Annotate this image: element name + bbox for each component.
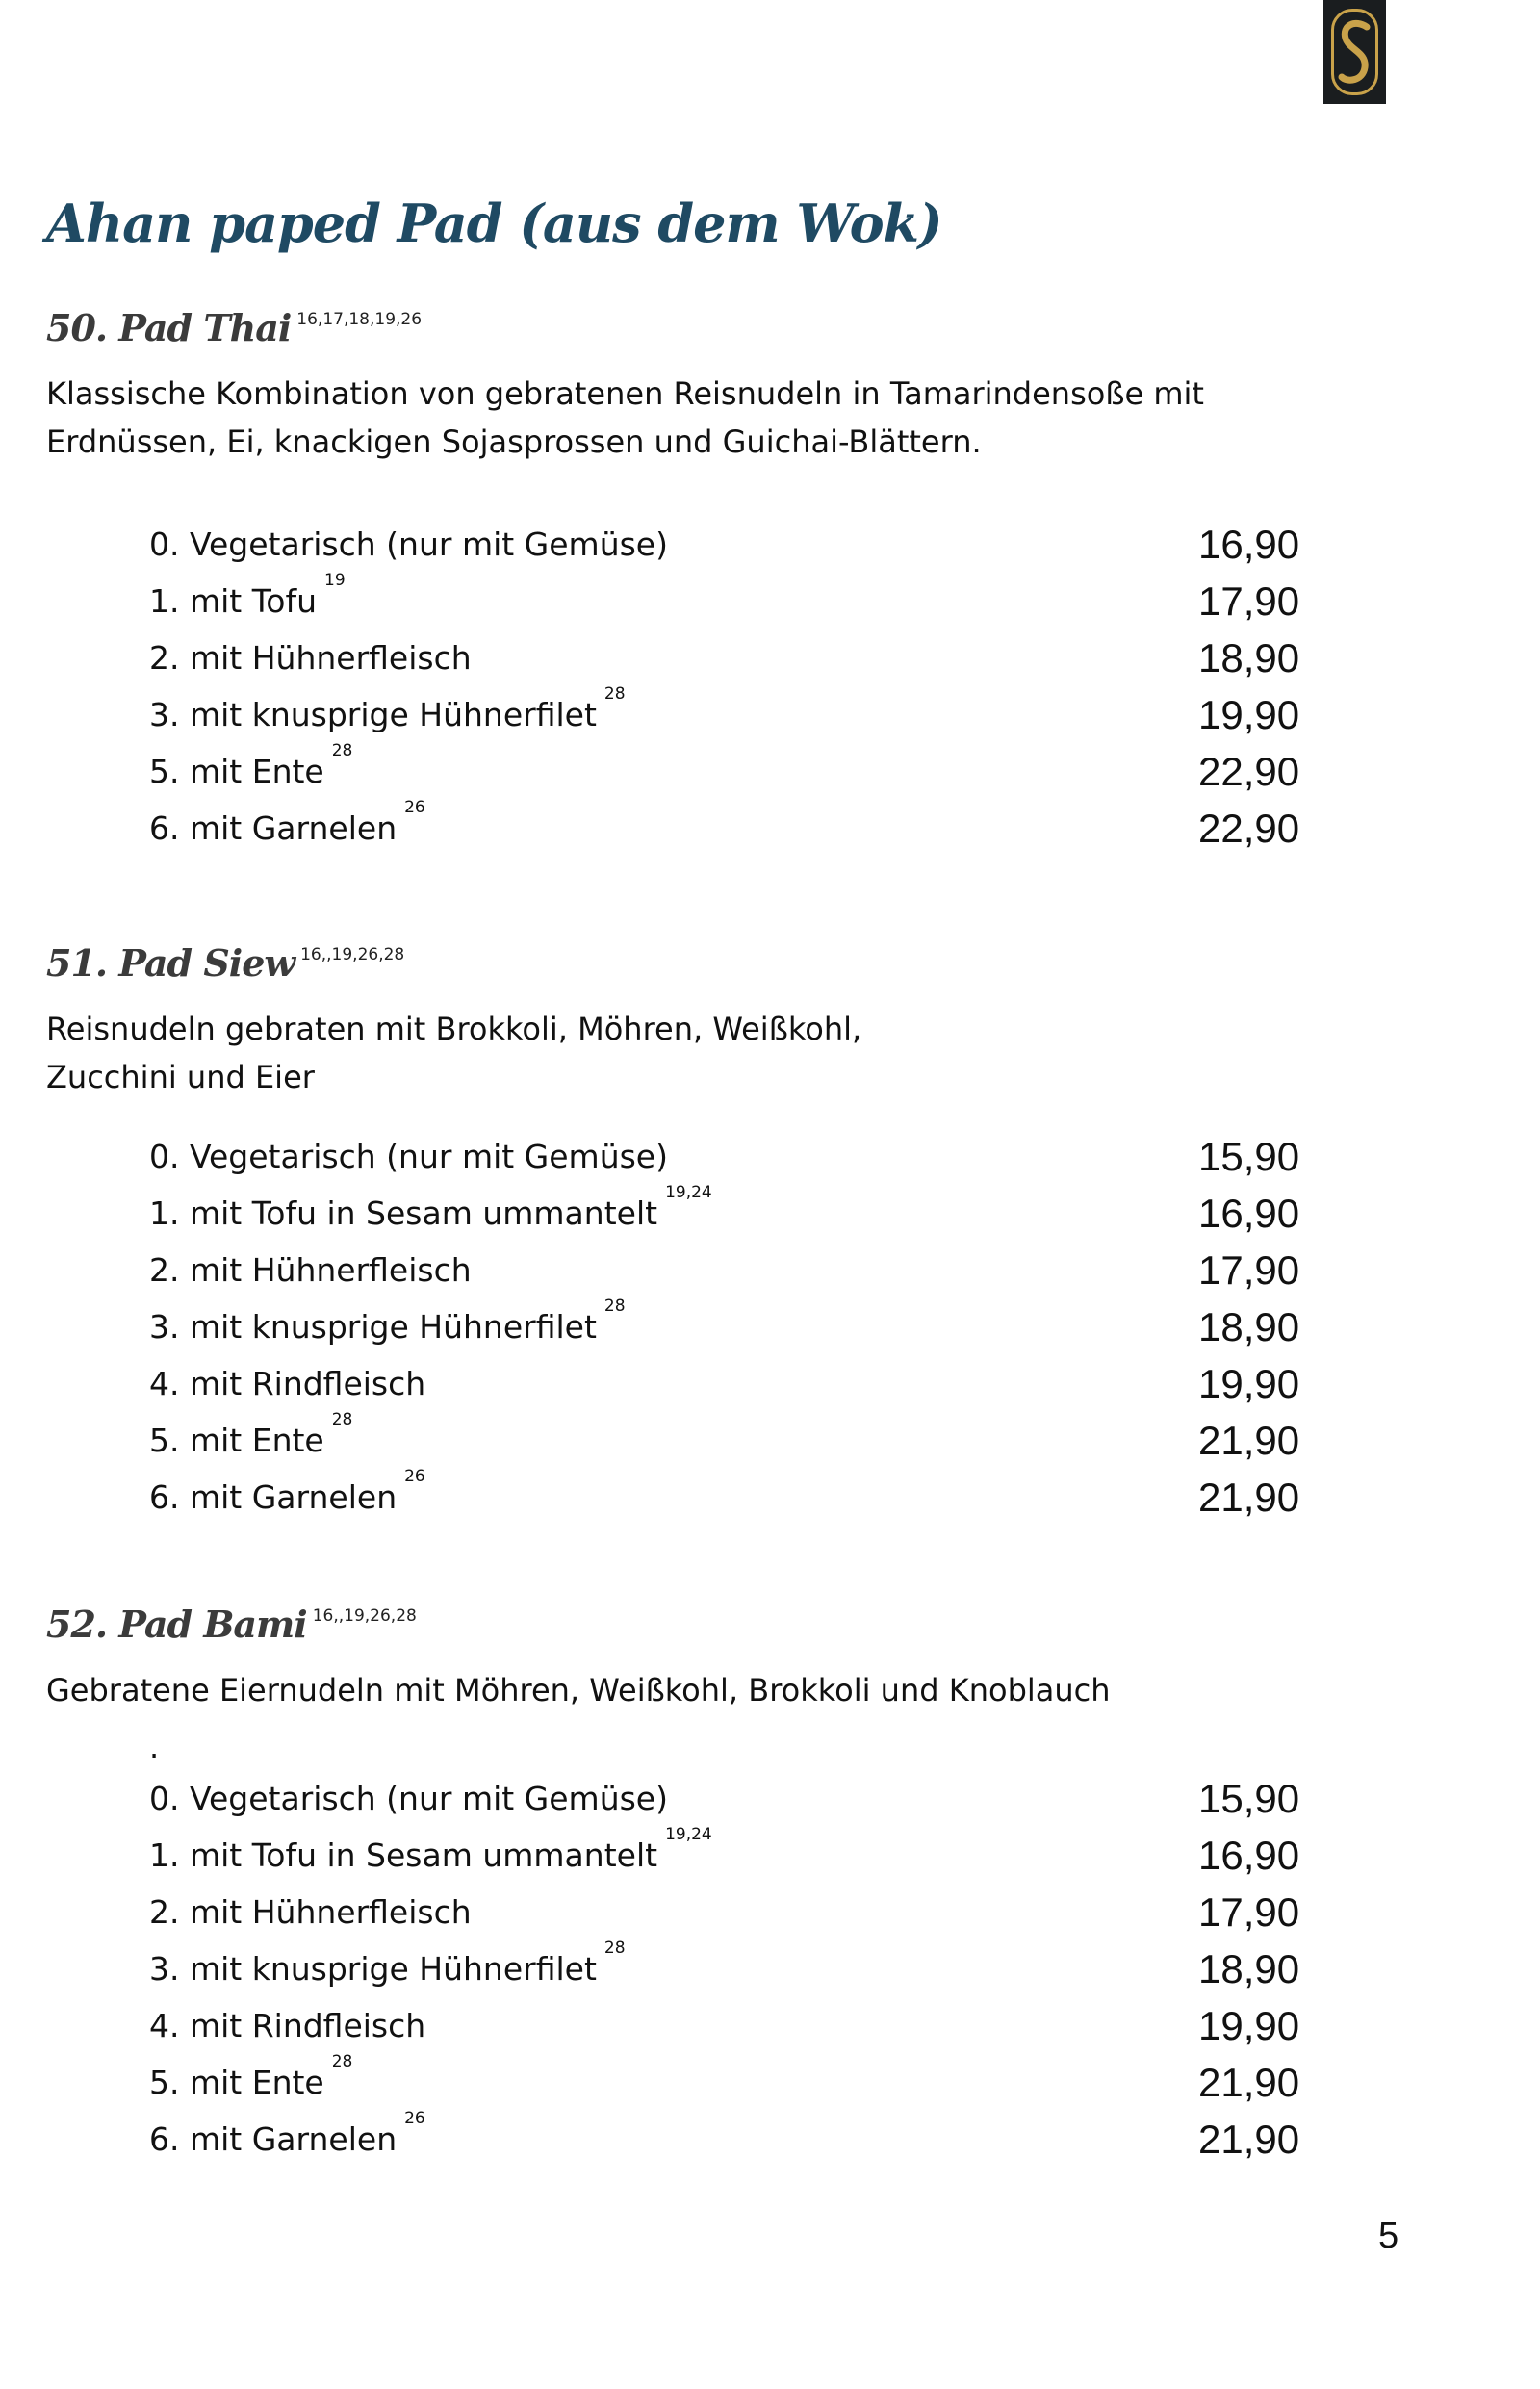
dish-name: 50. Pad Thai [46, 306, 292, 349]
variant-label: 6. mit Garnelen [149, 809, 398, 847]
variant-label: 3. mit knusprige Hühnerfilet [149, 1950, 597, 1988]
variant-label: 2. mit Hühnerfleisch [149, 1251, 472, 1289]
description-line: Klassische Kombination von gebratenen Reisnudeln in Tamarindensoße mit [46, 375, 1204, 412]
variant-row [149, 629, 1314, 686]
variant-label: 1. mit Tofu in Sesam ummantelt [149, 1194, 658, 1232]
dish-header [46, 941, 1317, 995]
dish-pad-siew [46, 941, 1317, 1101]
dish-name: 51. Pad Siew [46, 941, 295, 985]
variant-label: 5. mit Ente [149, 1422, 324, 1459]
variant-allergens: 28 [331, 2052, 353, 2071]
variant-price: 17,90 [1198, 1889, 1300, 1935]
variant-row [149, 686, 1314, 743]
dish-description [46, 1005, 1317, 1101]
variant-price: 19,90 [1198, 692, 1300, 737]
variant-row [149, 743, 1314, 800]
variant-list-pad-bami [149, 1770, 1314, 2168]
variant-row [149, 1242, 1314, 1298]
variant-list-pad-siew [149, 1128, 1314, 1526]
dish-header [46, 1603, 1317, 1657]
variant-label: 5. mit Ente [149, 753, 324, 790]
restaurant-logo [1323, 0, 1386, 104]
variant-allergens: 26 [404, 1467, 425, 1486]
variant-row [149, 1997, 1314, 2054]
variant-label: 0. Vegetarisch (nur mit Gemüse) [149, 526, 668, 563]
variant-price: 17,90 [1198, 1247, 1300, 1293]
variant-allergens: 28 [603, 1297, 626, 1316]
variant-label: 3. mit knusprige Hühnerfilet [149, 1308, 597, 1346]
variant-allergens: 26 [404, 2109, 425, 2128]
variant-row [149, 1884, 1314, 1940]
variant-row [149, 1770, 1314, 1827]
variant-price: 16,90 [1198, 522, 1300, 567]
variant-label: 0. Vegetarisch (nur mit Gemüse) [149, 1780, 668, 1817]
variant-label: 6. mit Garnelen [149, 2120, 398, 2158]
variant-price: 21,90 [1198, 2060, 1300, 2105]
variant-row [149, 2054, 1314, 2111]
variant-allergens: 28 [331, 1410, 353, 1429]
separator-dot: . [149, 1729, 160, 1765]
dish-pad-thai [46, 306, 1317, 466]
variant-price: 17,90 [1198, 578, 1300, 624]
variant-row [149, 1827, 1314, 1884]
variant-label: 2. mit Hühnerfleisch [149, 639, 472, 677]
variant-label: 0. Vegetarisch (nur mit Gemüse) [149, 1138, 668, 1175]
variant-label: 1. mit Tofu [149, 582, 317, 620]
variant-allergens: 28 [331, 741, 353, 760]
dish-pad-bami [46, 1603, 1317, 1714]
description-line: Gebratene Eiernudeln mit Möhren, Weißkohl, Brokkoli und Knoblauch [46, 1672, 1111, 1708]
variant-allergens: 28 [603, 1939, 626, 1958]
variant-allergens: 26 [404, 798, 425, 817]
description-line: Erdnüssen, Ei, knackigen Sojasprossen und Guichai-Blättern. [46, 424, 982, 460]
variant-row [149, 1128, 1314, 1185]
variant-row [149, 1355, 1314, 1412]
variant-list-pad-thai [149, 516, 1314, 857]
variant-allergens: 19,24 [665, 1183, 712, 1202]
dish-allergens: 16,,19,26,28 [312, 1606, 417, 1626]
dish-allergens: 16,,19,26,28 [300, 945, 405, 964]
variant-allergens: 19,24 [665, 1825, 712, 1844]
variant-row [149, 2111, 1314, 2168]
variant-row [149, 1469, 1314, 1526]
variant-allergens: 28 [603, 684, 626, 704]
description-line: Zucchini und Eier [46, 1059, 315, 1095]
variant-price: 16,90 [1198, 1191, 1300, 1236]
variant-price: 15,90 [1198, 1134, 1300, 1179]
variant-row [149, 1298, 1314, 1355]
dish-description [46, 1666, 1317, 1714]
variant-price: 18,90 [1198, 1304, 1300, 1349]
dish-name: 52. Pad Bami [46, 1603, 307, 1646]
variant-row [149, 1412, 1314, 1469]
variant-price: 18,90 [1198, 1946, 1300, 1991]
variant-price: 19,90 [1198, 2003, 1300, 2048]
variant-label: 3. mit knusprige Hühnerfilet [149, 696, 597, 733]
variant-price: 21,90 [1198, 1475, 1300, 1520]
variant-price: 15,90 [1198, 1776, 1300, 1821]
variant-price: 19,90 [1198, 1361, 1300, 1406]
monogram-s-icon [1338, 17, 1373, 87]
variant-label: 2. mit Hühnerfleisch [149, 1893, 472, 1931]
variant-label: 1. mit Tofu in Sesam ummantelt [149, 1837, 658, 1874]
variant-price: 18,90 [1198, 635, 1300, 681]
variant-allergens: 19 [324, 571, 346, 590]
variant-label: 4. mit Rindfleisch [149, 1365, 426, 1402]
variant-row [149, 516, 1314, 573]
monogram-logo-icon [1331, 9, 1378, 95]
dish-description [46, 370, 1317, 466]
page-title: Ahan paped Pad (aus dem Wok) [46, 193, 942, 254]
variant-price: 22,90 [1198, 749, 1300, 794]
variant-price: 16,90 [1198, 1833, 1300, 1878]
variant-price: 21,90 [1198, 2117, 1300, 2162]
variant-label: 6. mit Garnelen [149, 1478, 398, 1516]
variant-price: 21,90 [1198, 1418, 1300, 1463]
variant-label: 5. mit Ente [149, 2064, 324, 2101]
dish-allergens: 16,17,18,19,26 [296, 310, 423, 329]
page-number: 5 [1378, 2216, 1399, 2256]
dish-header [46, 306, 1317, 360]
variant-row [149, 1940, 1314, 1997]
variant-price: 22,90 [1198, 806, 1300, 851]
variant-row [149, 1185, 1314, 1242]
variant-label: 4. mit Rindfleisch [149, 2007, 426, 2044]
description-line: Reisnudeln gebraten mit Brokkoli, Möhren, Weißkohl, [46, 1011, 862, 1047]
variant-row [149, 573, 1314, 629]
variant-row [149, 800, 1314, 857]
